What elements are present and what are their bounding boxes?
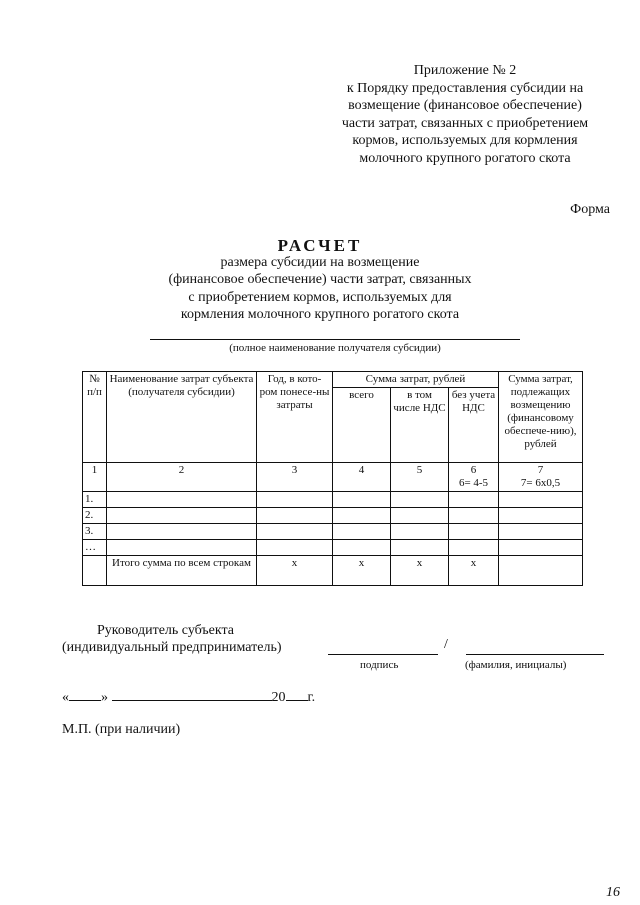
table-cell[interactable] — [449, 492, 499, 508]
table-cell[interactable] — [107, 540, 257, 556]
table-cell[interactable] — [499, 492, 583, 508]
col-number: 4 — [333, 463, 391, 492]
name-initials-line[interactable] — [466, 654, 604, 655]
signature-label-line1: Руководитель субъекта — [97, 623, 234, 638]
table-cell[interactable] — [391, 508, 449, 524]
total-cell-x: х — [449, 556, 499, 586]
total-row-num — [83, 556, 107, 586]
table-cell[interactable] — [107, 508, 257, 524]
year-suffix: г. — [307, 690, 316, 705]
day-field[interactable] — [69, 688, 101, 701]
signature-label-line2: (индивидуальный предприниматель) — [62, 640, 282, 655]
table-cell[interactable] — [107, 492, 257, 508]
date-row — [62, 688, 315, 706]
page-number: 16 — [606, 885, 620, 900]
header-no-vat: без учета НДС — [449, 388, 499, 463]
col-number: 3 — [257, 463, 333, 492]
header-num: № п/п — [83, 372, 107, 463]
table-cell[interactable] — [391, 540, 449, 556]
total-cell-x: х — [333, 556, 391, 586]
signature-caption: подпись — [360, 659, 399, 671]
appendix-line: молочного крупного рогатого скота — [359, 150, 571, 166]
col-number: 6 6= 4-5 — [449, 463, 499, 492]
col-number: 5 — [391, 463, 449, 492]
table-cell[interactable] — [449, 524, 499, 540]
table-cell[interactable] — [499, 524, 583, 540]
total-row — [83, 556, 583, 586]
total-cell-x: х — [257, 556, 333, 586]
table-cell[interactable] — [257, 540, 333, 556]
recipient-caption: (полное наименование получателя субсидии) — [229, 342, 441, 354]
appendix-line: возмещение (финансовое обеспечение) — [348, 98, 582, 113]
table-cell[interactable] — [391, 492, 449, 508]
subtitle-line: с приобретением кормов, используемых для — [188, 289, 452, 305]
table-cell[interactable] — [391, 524, 449, 540]
row-number: 2. — [83, 508, 107, 524]
document-subtitle — [0, 254, 640, 323]
open-quote: « — [62, 690, 69, 705]
year-field[interactable] — [286, 688, 308, 701]
subtitle-line: (финансовое обеспечение) части затрат, связанных — [168, 272, 472, 288]
signature-slash: / — [444, 637, 448, 652]
table-cell[interactable] — [449, 508, 499, 524]
table-cell[interactable] — [333, 508, 391, 524]
table-cell[interactable] — [449, 540, 499, 556]
appendix-line: кормов, используемых для кормления — [352, 133, 578, 148]
calculation-table — [82, 371, 583, 586]
header-year: Год, в кото-ром понесе-ны затраты — [257, 372, 333, 463]
document-title: РАСЧЕТ — [277, 236, 363, 255]
table-row — [83, 524, 583, 540]
col-number: 7 7= 6х0,5 — [499, 463, 583, 492]
table-cell[interactable] — [499, 508, 583, 524]
table-cell[interactable] — [107, 524, 257, 540]
total-cell-reimbursement[interactable] — [499, 556, 583, 586]
header-sum-group: Сумма затрат, рублей — [333, 372, 499, 388]
col-number: 2 — [107, 463, 257, 492]
table-cell[interactable] — [333, 540, 391, 556]
seal-label: М.П. (при наличии) — [62, 722, 181, 737]
total-cell-x: х — [391, 556, 449, 586]
table-cell[interactable] — [333, 492, 391, 508]
subtitle-line: кормления молочного крупного рогатого скота — [180, 306, 460, 322]
subtitle-line: размера субсидии на возмещение — [220, 255, 420, 270]
appendix-line: к Порядку предоставления субсидии на — [346, 80, 584, 96]
total-row-label: Итого сумма по всем строкам — [107, 556, 257, 586]
table-cell[interactable] — [257, 508, 333, 524]
table-row — [83, 540, 583, 556]
recipient-name-line[interactable] — [150, 339, 520, 340]
table-row — [83, 508, 583, 524]
signature-line[interactable] — [328, 654, 438, 655]
close-quote: » — [101, 690, 108, 705]
header-name: Наименование затрат субъекта (получателя субсидии) — [107, 372, 257, 463]
appendix-line: части затрат, связанных с приобретением — [341, 115, 589, 131]
row-number: … — [83, 540, 107, 556]
row-number: 3. — [83, 524, 107, 540]
table-cell[interactable] — [257, 524, 333, 540]
col-number: 1 — [83, 463, 107, 492]
appendix-header — [330, 62, 600, 167]
header-reimbursement: Сумма затрат, подлежащих возмещению (финансовому обеспече-нию), рублей — [499, 372, 583, 463]
header-incl-vat: в том числе НДС — [391, 388, 449, 463]
table-cell[interactable] — [257, 492, 333, 508]
table-row — [83, 492, 583, 508]
form-label: Форма — [570, 202, 610, 217]
table-cell[interactable] — [333, 524, 391, 540]
year-prefix: 20 — [271, 690, 286, 705]
row-number: 1. — [83, 492, 107, 508]
month-field[interactable] — [112, 688, 272, 701]
appendix-line: Приложение № 2 — [413, 63, 517, 78]
name-initials-caption: (фамилия, инициалы) — [465, 659, 567, 671]
table-cell[interactable] — [499, 540, 583, 556]
header-total: всего — [333, 388, 391, 463]
column-numbers-row — [83, 463, 583, 492]
